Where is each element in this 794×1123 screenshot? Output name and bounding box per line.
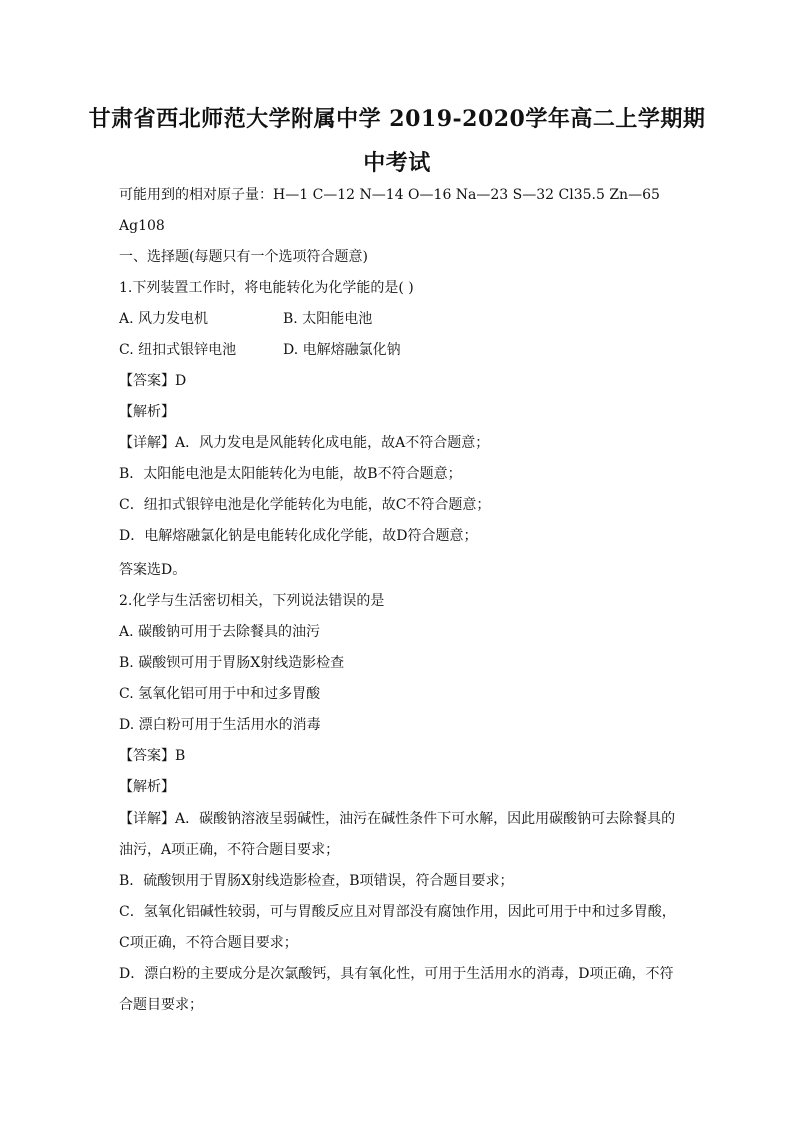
q1-option-b: B. 太阳能电池 <box>283 311 373 327</box>
q1-option-a: A. 风力发电机 <box>119 311 209 327</box>
atomic-masses-line1: 可能用到的相对原子量：H—1 C—12 N—14 O—16 Na—23 S—32 Cl35.5 Zn—65 <box>119 187 660 203</box>
q2-detail-a-line1: 【详解】A．碳酸钠溶液呈弱碱性，油污在碱性条件下可水解，因此用碳酸钠可去除餐具的 <box>119 811 676 827</box>
q2-detail-a-line2: 油污，A项正确，不符合题目要求； <box>119 842 340 858</box>
q2-detail-c-line2: C项正确，不符合题目要求； <box>119 935 298 951</box>
document-title-line1: 甘肃省西北师范大学附属中学 2019-2020学年高二上学期期 <box>88 106 706 132</box>
q2-detail-d-line2: 合题目要求； <box>119 997 203 1013</box>
q2-option-a: A. 碳酸钠可用于去除餐具的油污 <box>119 624 321 640</box>
q1-detail-d: D．电解熔融氯化钠是电能转化成化学能，故D符合题意； <box>119 528 478 544</box>
document-title-line2: 中考试 <box>363 150 431 176</box>
q1-option-d: D. 电解熔融氯化钠 <box>283 342 401 358</box>
q2-option-d: D. 漂白粉可用于生活用水的消毒 <box>119 717 321 733</box>
q1-analysis-label: 【解析】 <box>119 404 175 420</box>
q1-answer: 【答案】D <box>119 373 187 389</box>
q2-detail-b: B．硫酸钡用于胃肠X射线造影检查，B项错误，符合题目要求； <box>119 873 514 889</box>
section-heading: 一、选择题(每题只有一个选项符合题意) <box>119 249 368 265</box>
q1-detail-b: B．太阳能电池是太阳能转化为电能，故B不符合题意； <box>119 466 462 482</box>
q1-detail-a: 【详解】A．风力发电是风能转化成电能，故A不符合题意； <box>119 435 490 451</box>
q2-analysis-label: 【解析】 <box>119 779 175 795</box>
q2-option-b: B. 碳酸钡可用于胃肠X射线造影检查 <box>119 655 345 671</box>
q2-detail-c-line1: C．氢氧化铝碱性较弱，可与胃酸反应且对胃部没有腐蚀作用，因此可用于中和过多胃酸， <box>119 904 676 920</box>
q1-option-c: C. 纽扣式银锌电池 <box>119 342 237 358</box>
q1-stem: 1.下列装置工作时，将电能转化为化学能的是( ) <box>119 280 414 296</box>
q2-answer: 【答案】B <box>119 748 186 764</box>
q2-detail-d-line1: D．漂白粉的主要成分是次氯酸钙，具有氧化性，可用于生活用水的消毒，D项正确，不符 <box>119 966 674 982</box>
q2-stem: 2.化学与生活密切相关，下列说法错误的是 <box>119 593 385 609</box>
q1-detail-c: C．纽扣式银锌电池是化学能转化为电能，故C不符合题意； <box>119 497 491 513</box>
q2-option-c: C. 氢氧化铝可用于中和过多胃酸 <box>119 686 321 702</box>
atomic-masses-line2: Ag108 <box>119 218 165 234</box>
q1-conclusion: 答案选D。 <box>119 562 187 578</box>
